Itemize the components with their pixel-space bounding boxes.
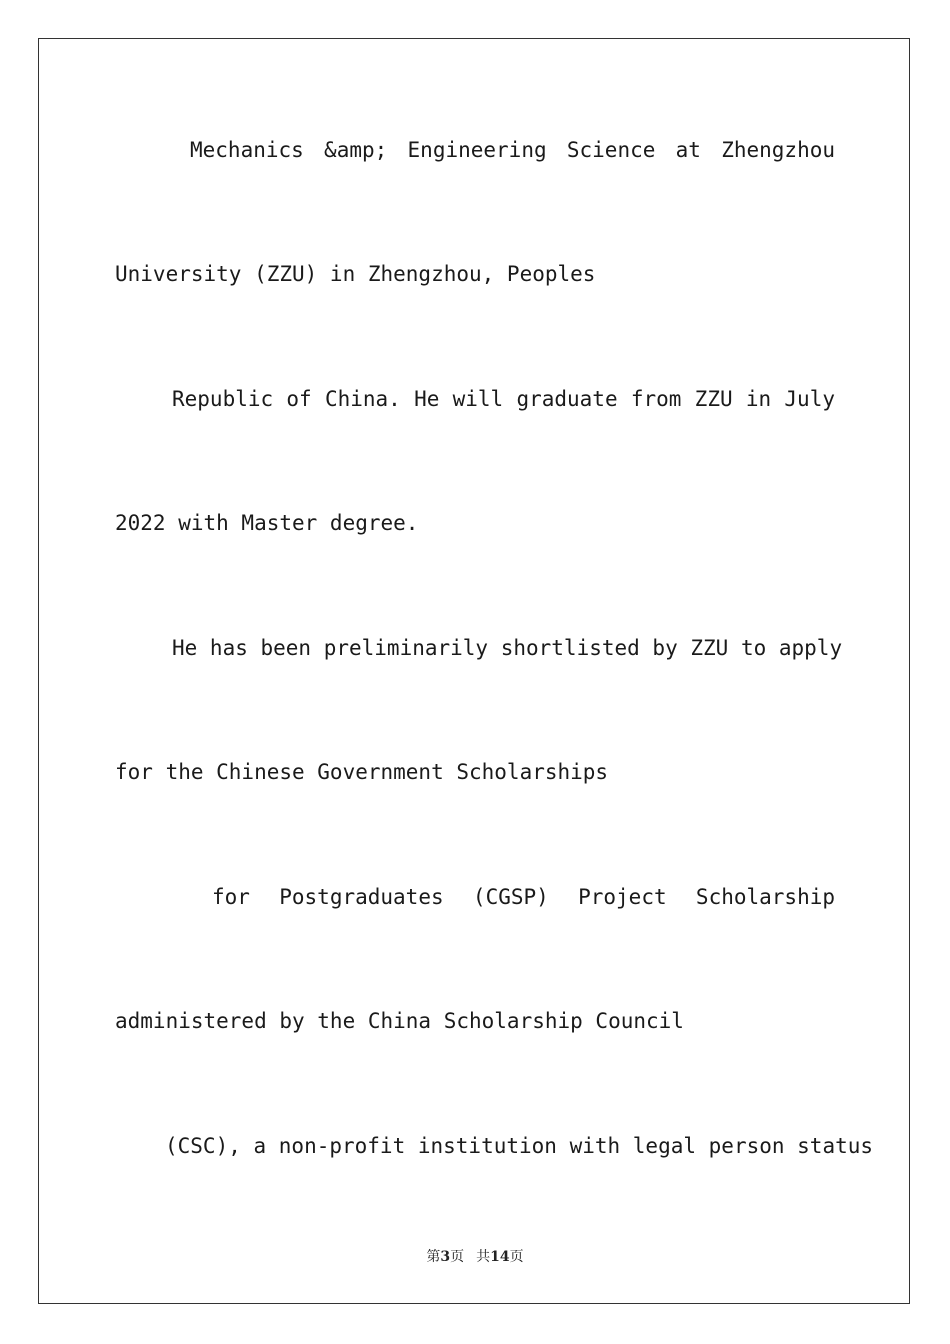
- page-suffix: 页: [450, 1249, 465, 1265]
- total-prefix: 共: [476, 1249, 491, 1265]
- total-pages-number: 14: [490, 1249, 510, 1265]
- text-line-8: administered by the China Scholarship Council: [115, 1009, 684, 1033]
- page-border: [38, 38, 910, 1304]
- text-line-7: for Postgraduates (CGSP) Project Scholarship: [212, 885, 835, 909]
- text-line-1: Mechanics &amp; Engineering Science at Zhengzhou: [190, 138, 835, 162]
- text-line-2: University (ZZU) in Zhengzhou, Peoples: [115, 262, 596, 286]
- text-line-5: He has been preliminarily shortlisted by ZZU to apply: [172, 636, 843, 660]
- page-prefix: 第: [426, 1249, 441, 1265]
- page-number-footer: [0, 1246, 950, 1266]
- text-line-6: for the Chinese Government Scholarships: [115, 760, 609, 784]
- current-page-number: 3: [440, 1249, 451, 1265]
- text-line-9: (CSC), a non-profit institution with legal person status: [165, 1134, 874, 1158]
- text-line-4: 2022 with Master degree.: [115, 511, 419, 535]
- text-line-3: Republic of China. He will graduate from ZZU in July: [172, 387, 835, 411]
- total-suffix: 页: [509, 1249, 524, 1265]
